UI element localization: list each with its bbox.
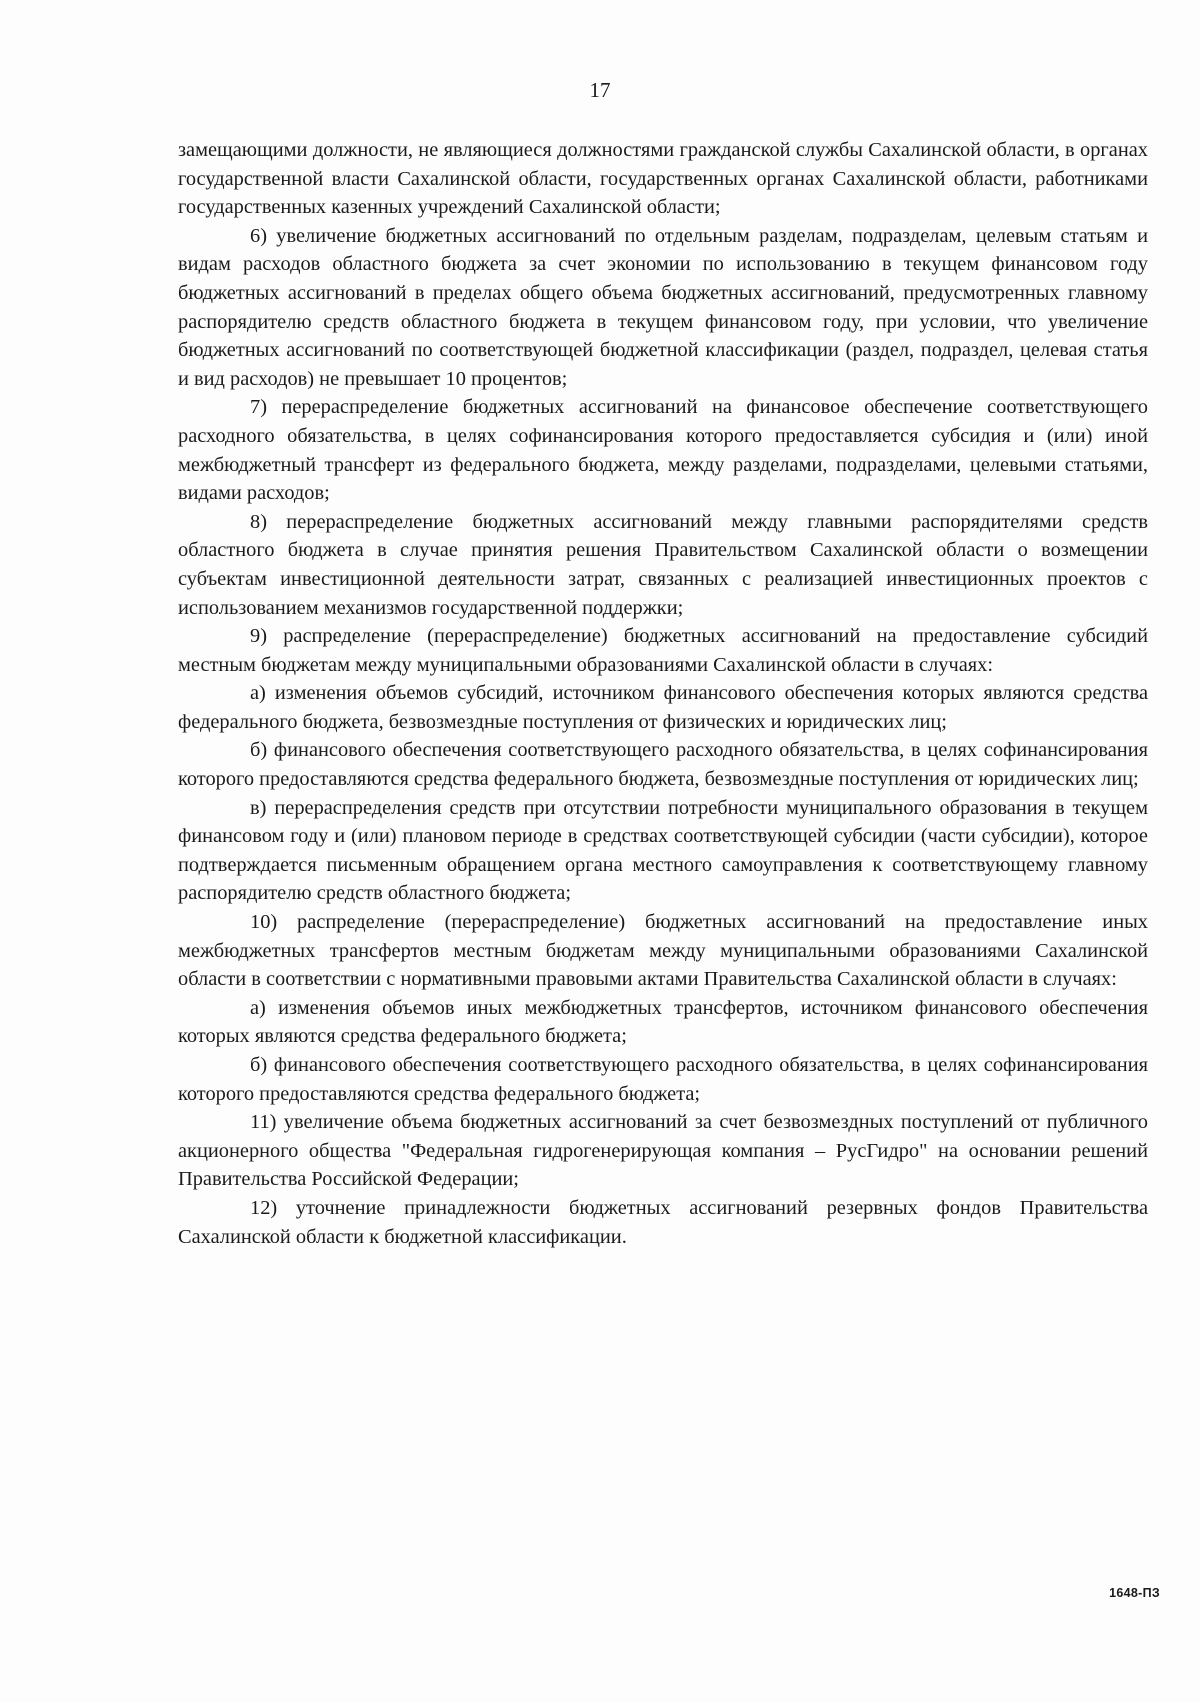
- paragraph-item-11: 11) увеличение объема бюджетных ассигнований за счет безвозмездных поступлений от публичного акционерного общества "Федеральная гидрогенерирующая компания – РусГидро" на основании решений Правительства Российской Федерации;: [178, 1111, 1148, 1191]
- paragraph-item-8: 8) перераспределение бюджетных ассигнований между главными распорядителями средств областного бюджета в случае принятия решения Правительством Сахалинской области о возмещении субъектам инвестиционной деятельности затрат, связанных с реализацией инвестиционных проектов с использованием механизмов государственной поддержки;: [178, 510, 1148, 619]
- paragraph-item-7: 7) перераспределение бюджетных ассигнований на финансовое обеспечение соответствующего расходного обязательства, в целях софинансирования которого предоставляется субсидия и (или) иной межбюджетный трансферт из федерального бюджета, между разделами, подразделами, целевыми статьями, видами расходов;: [178, 396, 1148, 505]
- paragraph-item-10: 10) распределение (перераспределение) бюджетных ассигнований на предоставление иных межбюджетных трансфертов местным бюджетам между муниципальными образованиями Сахалинской области в соответствии с нормативными правовыми актами Правительства Сахалинской области в случаях:: [178, 911, 1148, 991]
- paragraph-item-9: 9) распределение (перераспределение) бюджетных ассигнований на предоставление субсидий местным бюджетам между муниципальными образованиями Сахалинской области в случаях:: [178, 625, 1148, 676]
- paragraph-item-10a: а) изменения объемов иных межбюджетных трансфертов, источником финансового обеспечения которых являются средства федерального бюджета;: [178, 996, 1148, 1048]
- document-code: 1648-ПЗ: [1109, 1586, 1160, 1600]
- paragraph-item-12: 12) уточнение принадлежности бюджетных ассигнований резервных фондов Правительства Сахалинской области к бюджетной классификации.: [178, 1196, 1148, 1248]
- page-number: 17: [589, 78, 611, 102]
- paragraph-item-10b: б) финансового обеспечения соответствующего расходного обязательства, в целях софинансирования которого предоставляются средства федерального бюджета;: [178, 1054, 1148, 1105]
- document-body: [178, 136, 1148, 1251]
- paragraph-item-6: 6) увеличение бюджетных ассигнований по отдельным разделам, подразделам, целевым статьям и видам расходов областного бюджета за счет экономии по использованию в текущем финансовом году бюджетных ассигнований в пределах общего объема бюджетных ассигнований, предусмотренных главному распорядителю средств областного бюджета в текущем финансовом году, при условии, что увеличение бюджетных ассигнований по соответствующей бюджетной классификации (раздел, подраздел, целевая статья и вид расходов) не превышает 10 процентов;: [178, 224, 1148, 390]
- paragraph-item-9a: а) изменения объемов субсидий, источником финансового обеспечения которых являются средства федерального бюджета, безвозмездные поступления от физических и юридических лиц;: [178, 682, 1148, 733]
- paragraph-continuation: замещающими должности, не являющиеся должностями гражданской службы Сахалинской области, в органах государственной власти Сахалинской области, государственных органах Сахалинской области, работниками государственных казенных учреждений Сахалинской области;: [178, 139, 1148, 219]
- paragraph-item-9b: б) финансового обеспечения соответствующего расходного обязательства, в целях софинансирования которого предоставляются средства федерального бюджета, безвозмездные поступления от юридических лиц;: [178, 739, 1148, 791]
- paragraph-item-9v: в) перераспределения средств при отсутствии потребности муниципального образования в текущем финансовом году и (или) плановом периоде в средствах соответствующей субсидии (части субсидии), которое подтверждается письменным обращением органа местного самоуправления к соответствующему главному распорядителю средств областного бюджета;: [178, 796, 1148, 905]
